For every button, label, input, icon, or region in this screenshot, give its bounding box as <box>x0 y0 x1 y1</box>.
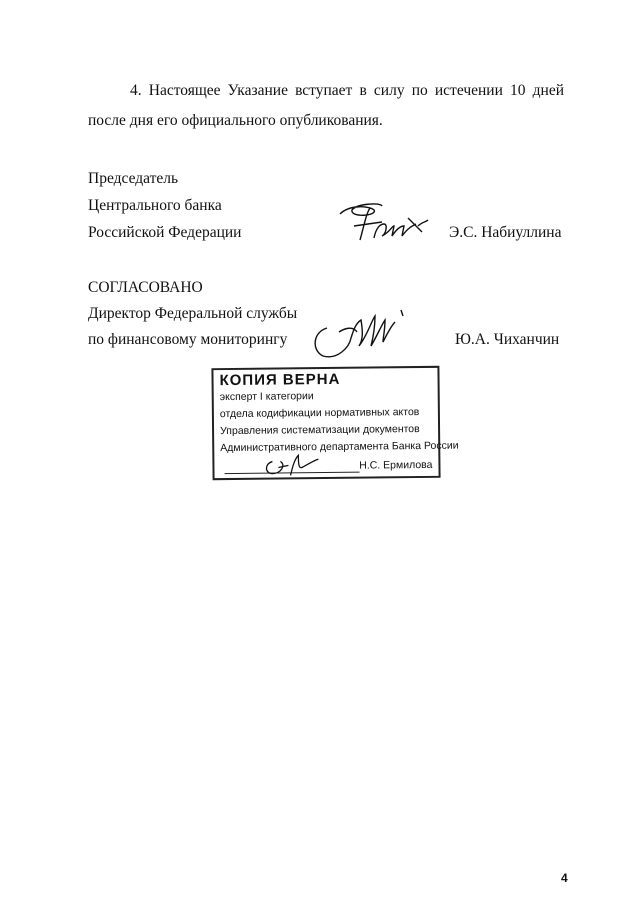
stamp-line3: Управления систематизации документов <box>220 423 420 438</box>
stamp-line4: Административного департамента Банка России <box>220 439 459 455</box>
page-number: 4 <box>561 871 568 885</box>
clause-paragraph: 4. Настоящее Указание вступает в силу по истечении 10 дней после дня его официального опубликования. <box>88 82 564 129</box>
stamp-line2: отдела кодификации нормативных актов <box>219 406 420 421</box>
approval-signature-icon <box>305 302 415 362</box>
stamp-title: КОПИЯ ВЕРНА <box>219 370 341 390</box>
approval-title-line2: по финансовому мониторингу <box>88 331 288 348</box>
stamp-name: Н.С. Ермилова <box>359 458 433 472</box>
agreed-heading: СОГЛАСОВАНО <box>88 279 203 296</box>
chairman-title-line3: Российской Федерации <box>88 224 242 241</box>
chairman-title-line1: Председатель <box>88 170 179 187</box>
approval-title-line1: Директор Федеральной службы <box>88 305 298 322</box>
stamp-line1: эксперт I категории <box>219 390 314 404</box>
chairman-name: Э.С. Набиуллина <box>449 224 562 241</box>
approval-name: Ю.А. Чиханчин <box>455 331 560 348</box>
copy-certified-stamp <box>211 366 459 480</box>
chairman-title-line2: Центрального банка <box>88 197 222 214</box>
stamp-signature-icon <box>258 449 348 480</box>
chairman-signature-icon <box>330 196 440 246</box>
